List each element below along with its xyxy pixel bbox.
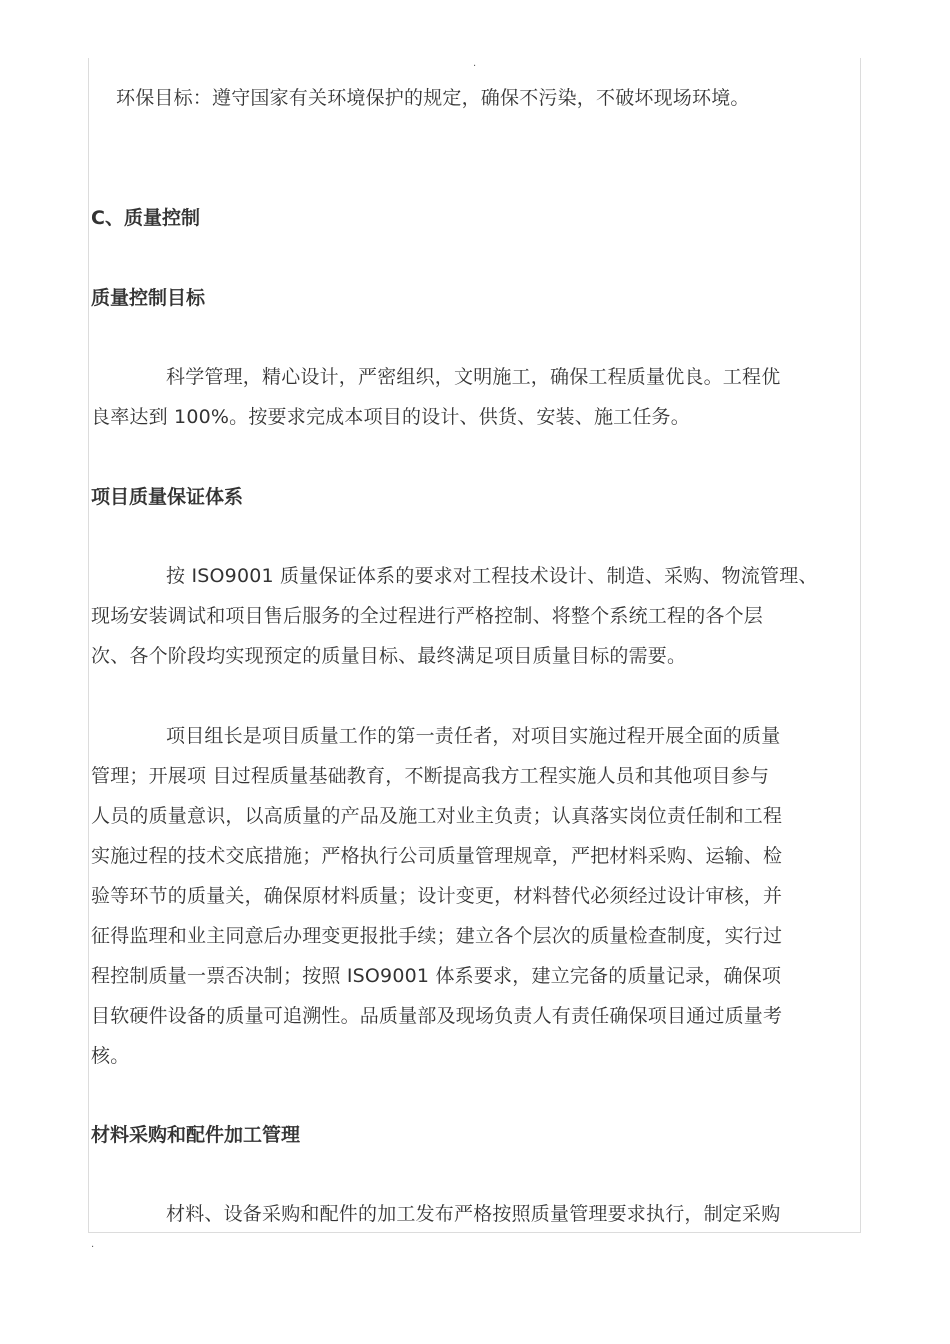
procurement-line-1: 材料、设备采购和配件的加工发布严格按照质量管理要求执行，制定采购 (166, 1203, 781, 1225)
procurement-heading: 材料采购和配件加工管理 (91, 1124, 301, 1146)
quality-goal-paragraph (91, 357, 780, 437)
quality-goal-heading: 质量控制目标 (91, 287, 206, 309)
quality-system-p2-line-3: 人员的质量意识，以高质量的产品及施工对业主负责；认真落实岗位责任制和工程 (91, 805, 783, 827)
quality-system-heading: 项目质量保证体系 (91, 486, 244, 508)
quality-system-p1-line-1: 按 ISO9001 质量保证体系的要求对工程技术设计、制造、采购、物流管理、 (166, 565, 818, 587)
quality-system-paragraph-2 (91, 716, 782, 1076)
quality-goal-line-1: 科学管理，精心设计，严密组织，文明施工，确保工程质量优良。工程优 (166, 366, 781, 388)
quality-system-p2-line-4: 实施过程的技术交底措施；严格执行公司质量管理规章，严把材料采购、运输、检 (91, 845, 783, 867)
procurement-paragraph (91, 1194, 780, 1234)
page-bottom-mark: . (91, 1239, 95, 1250)
quality-goal-line-2: 良率达到 100%。按要求完成本项目的设计、供货、安装、施工任务。 (91, 406, 690, 428)
quality-system-p2-line-6: 征得监理和业主同意后办理变更报批手续；建立各个层次的质量检查制度，实行过 (91, 925, 783, 947)
quality-system-p1-line-3: 次、各个阶段均实现预定的质量目标、最终满足项目质量目标的需要。 (91, 645, 687, 667)
quality-system-p1-line-2: 现场安装调试和项目售后服务的全过程进行严格控制、将整个系统工程的各个层 (91, 605, 764, 627)
section-c-title: C、质量控制 (91, 207, 200, 229)
quality-system-p2-line-2: 管理；开展项 目过程质量基础教育，不断提高我方工程实施人员和其他项目参与 (91, 765, 770, 787)
quality-system-p2-line-8: 目软硬件设备的质量可追溯性。品质量部及现场负责人有责任确保项目通过质量考 (91, 1005, 783, 1027)
quality-system-p2-line-1: 项目组长是项目质量工作的第一责任者，对项目实施过程开展全面的质量 (166, 725, 781, 747)
env-goal-paragraph (91, 78, 750, 118)
quality-system-p2-line-7: 程控制质量一票否决制；按照 ISO9001 体系要求，建立完备的质量记录，确保项 (91, 965, 782, 987)
page-top-mark: . (473, 58, 477, 69)
quality-system-p2-line-5: 验等环节的质量关，确保原材料质量；设计变更，材料替代必须经过设计审核，并 (91, 885, 783, 907)
quality-system-p2-line-9: 核。 (91, 1045, 130, 1067)
quality-system-paragraph-1 (91, 556, 818, 676)
env-goal-line: 环保目标：遵守国家有关环境保护的规定，确保不污染，不破坏现场环境。 (116, 87, 750, 109)
